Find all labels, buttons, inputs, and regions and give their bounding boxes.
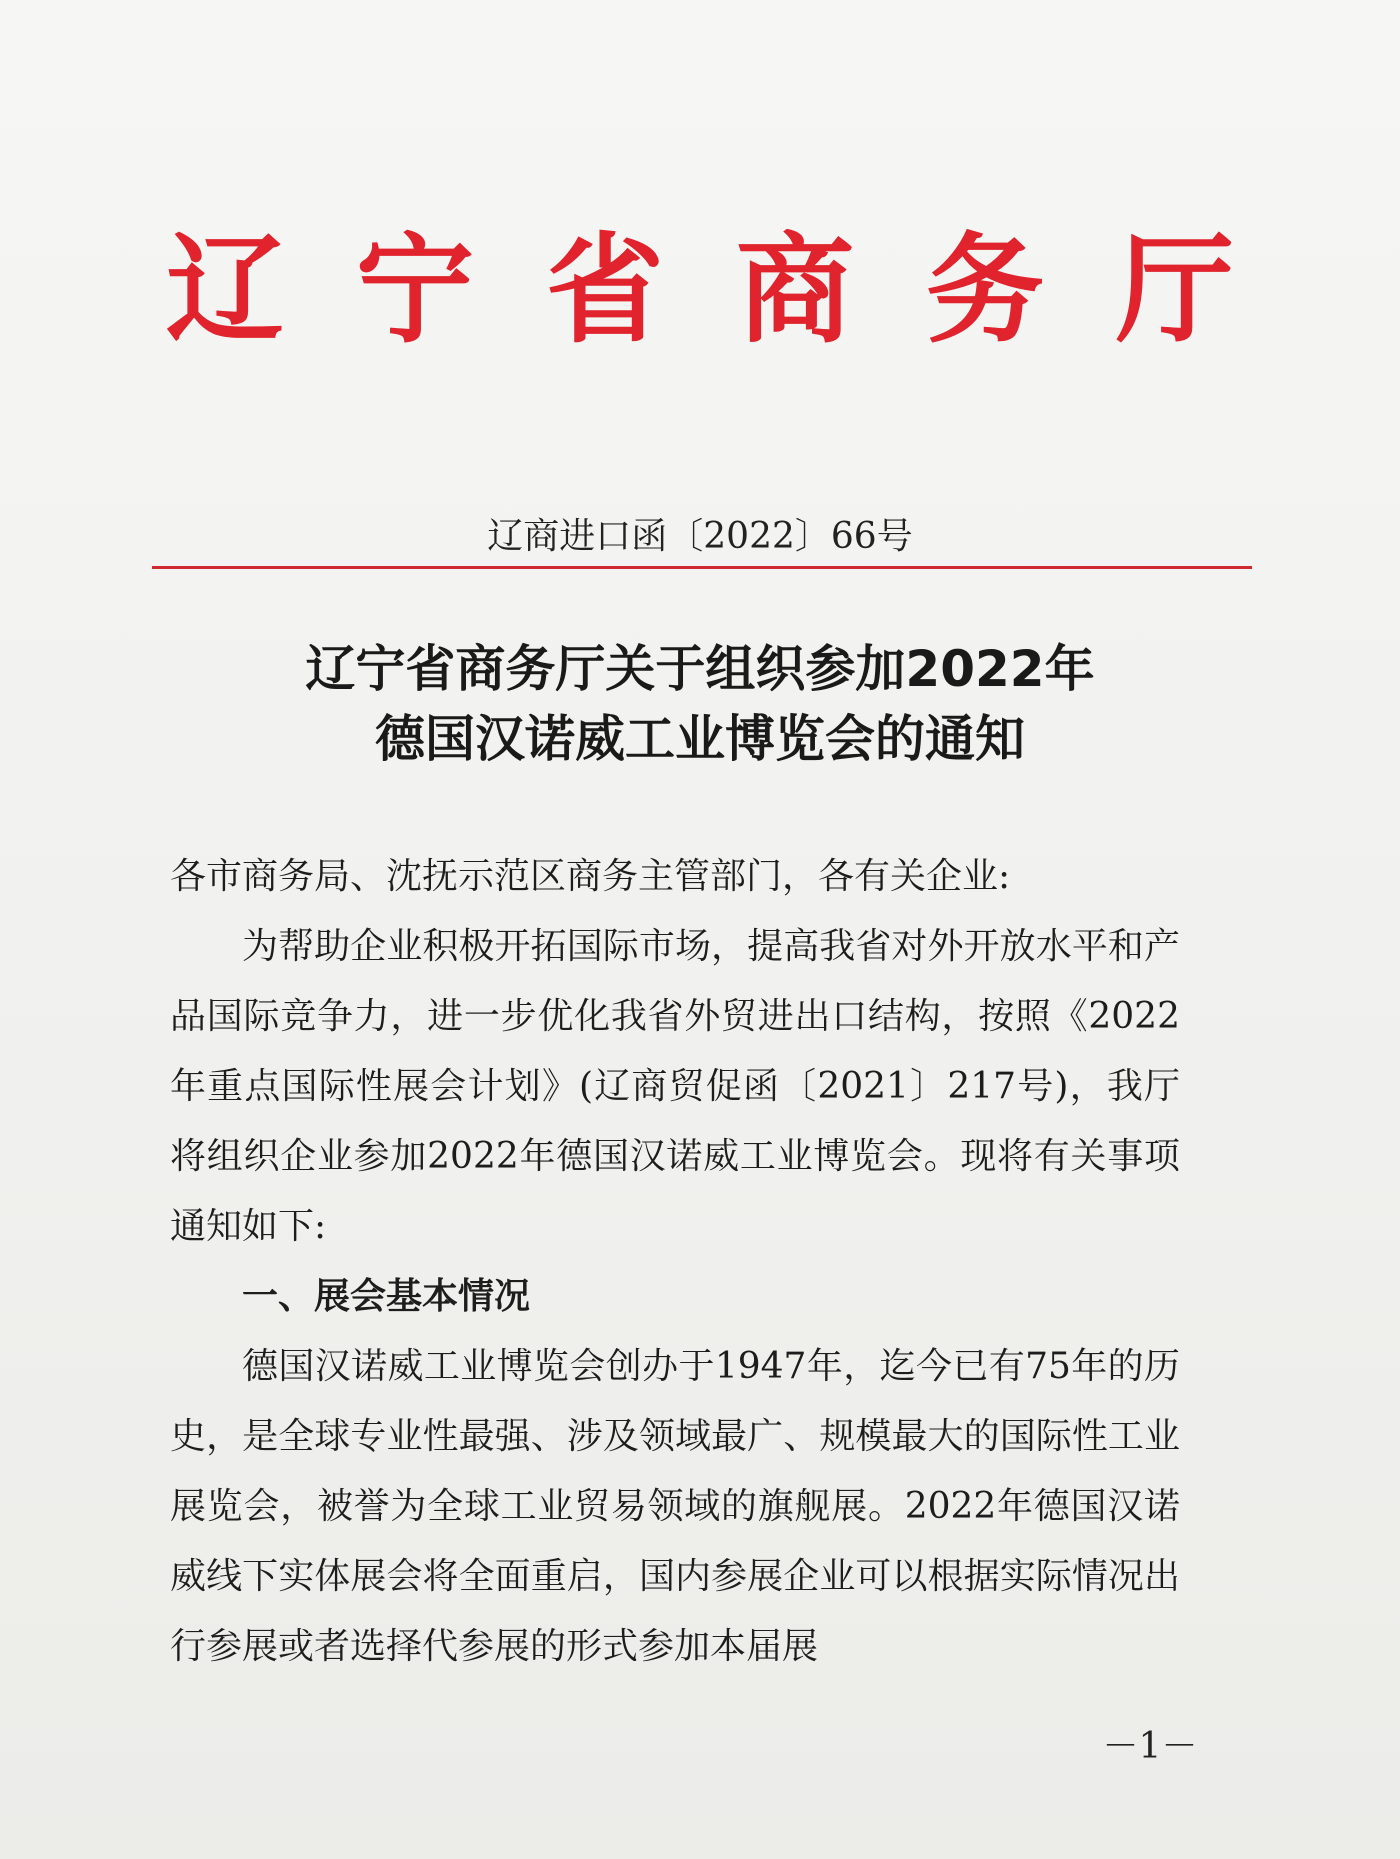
section-heading: 一、展会基本情况	[242, 1276, 531, 1317]
document-title	[150, 634, 1250, 774]
page-number: －1－	[1102, 1726, 1198, 1767]
issuer-char: 厅	[1115, 220, 1234, 359]
issuer-char: 商	[735, 220, 854, 359]
document-body	[170, 842, 1180, 1682]
title-line-2: 德国汉诺威工业博览会的通知	[375, 710, 1025, 768]
document-number: 辽商进口函〔2022〕66号	[487, 516, 913, 557]
red-divider-line	[152, 566, 1252, 569]
intro-paragraph: 为帮助企业积极开拓国际市场，提高我省对外开放水平和产品国际竞争力，进一步优化我省外贸进出口结构，按照《2022年重点国际性展会计划》(辽商贸促函〔2021〕217号)，我厅将组织企业参加2022年德国汉诺威工业博览会。现将有关事项通知如下:	[170, 926, 1180, 1247]
issuer-char: 宁	[355, 220, 474, 359]
issuer-char: 务	[925, 220, 1044, 359]
section-paragraph: 德国汉诺威工业博览会创办于1947年，迄今已有75年的历史，是全球专业性最强、涉及领域最广、规模最大的国际性工业展览会，被誉为全球工业贸易领域的旗舰展。2022年德国汉诺威线下实体展会将全面重启，国内参展企业可以根据实际情况出行参展或者选择代参展的形式参加本届展	[170, 1346, 1180, 1667]
issuer-title	[150, 220, 1250, 360]
salutation: 各市商务局、沈抚示范区商务主管部门，各有关企业:	[170, 856, 1011, 897]
issuer-char: 辽	[165, 220, 284, 359]
issuer-char: 省	[545, 220, 664, 359]
title-line-1: 辽宁省商务厅关于组织参加2022年	[305, 640, 1095, 698]
